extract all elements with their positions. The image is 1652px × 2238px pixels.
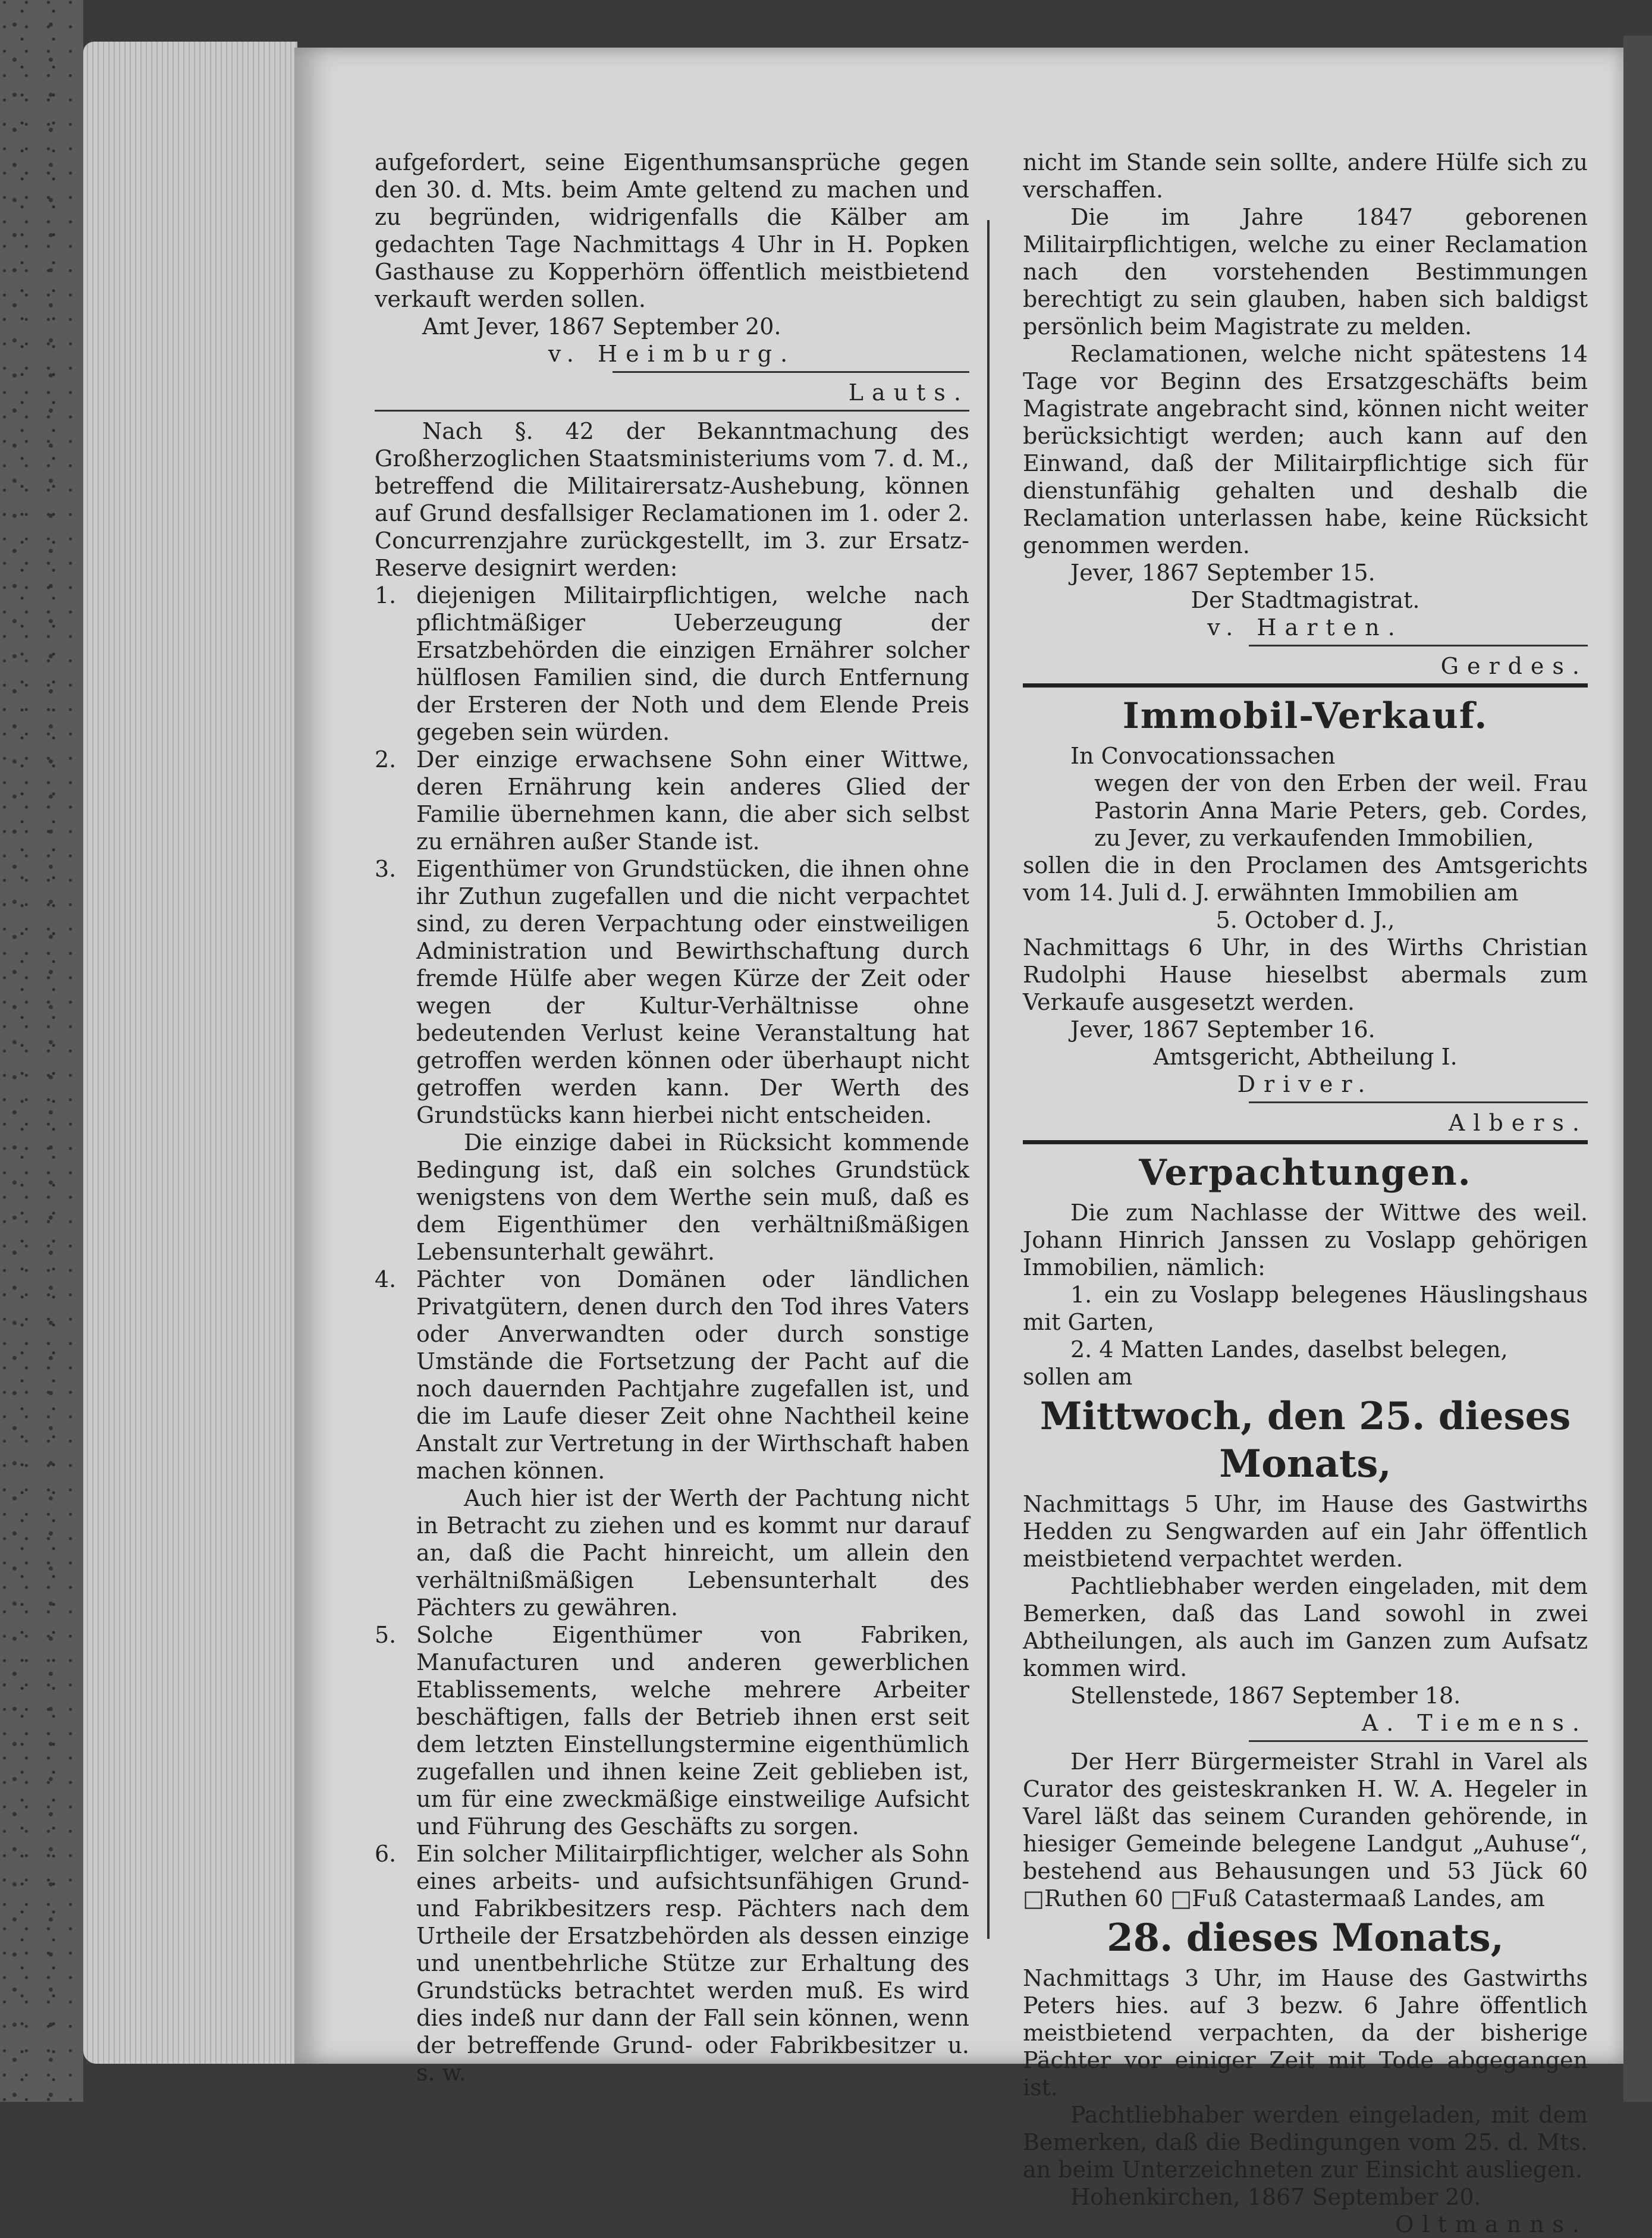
signature: v. Harten. (1207, 614, 1403, 641)
paragraph: Reclamationen, welche nicht spätestens 14 Tage vor Beginn des Ersatzgeschäfts beim Magistrate angebracht sind, können nicht weiter berücksichtigt werden; auch kann auf den Einwand, daß der Militairpflichtige sich für dienstunfähig gehalten und deshalb die Reclamation unterlassen habe, keine Rücksicht genommen werden. (1023, 341, 1588, 558)
auction-date: Mittwoch, den 25. dieses Monats, (1039, 1394, 1571, 1486)
list-item: 2. Der einzige erwachsene Sohn einer Wittwe, deren Ernährung kein anderes Glied der Familie übernehmen kann, die aber sich selbst zu ernähren außer Stande ist. (375, 746, 969, 855)
paragraph: sollen die in den Proclamen des Amtsgerichts vom 14. Juli d. J. erwähnten Immobilien am (1023, 852, 1588, 906)
page-stack (83, 42, 297, 2064)
paragraph: Pachtliebhaber werden eingeladen, mit dem Bemerken, daß die Bedingungen vom 25. d. Mts. an beim Unterzeichneten zur Einsicht ausliegen. (1023, 2102, 1588, 2183)
paragraph: In Convocationssachen (1070, 743, 1336, 769)
signature: v. Heimburg. (548, 341, 796, 367)
divider (1249, 645, 1588, 646)
clerk-signature: Lauts. (848, 379, 969, 406)
left-column (375, 149, 969, 2086)
place-date: Hohenkirchen, 1867 September 20. (1070, 2184, 1481, 2210)
clerk-signature: Gerdes. (1440, 653, 1588, 679)
section-divider (375, 410, 969, 412)
divider (1249, 1101, 1588, 1103)
paragraph: Die zum Nachlasse der Wittwe des weil. Johann Hinrich Janssen zu Voslapp gehörigen Immobilien, nämlich: (1023, 1200, 1588, 1280)
office: Amtsgericht, Abtheilung I. (1153, 1044, 1458, 1070)
place-date: Stellenstede, 1867 September 18. (1070, 1683, 1461, 1709)
list-item: 6. Ein solcher Militairpflichtiger, welcher als Sohn eines arbeits- und aufsichtsunfähigen Grund- und Fabrikbesitzers resp. Pächters nach dem Urtheile der Ersatzbehörden als dessen einzige und unentbehrliche Stütze zur Erhaltung des Grundstücks betrachtet werden muß. Es wird dies indeß nur dann der Fall sein können, wenn der betreffende Grund- oder Fabrikbesitzer u. s. w. (375, 1841, 969, 2086)
reclamation-intro: Nach §. 42 der Bekanntmachung des Großherzoglichen Staatsministeriums vom 7. d. M., betreffend die Militairersatz-Aushebung, können auf Grund desfallsiger Reclamationen im 1. oder 2. Concurrenzjahre zurückgestellt, im 3. zur Ersatz-Reserve designirt werden: (375, 418, 969, 581)
list-item: 1. ein zu Voslapp belegenes Häuslingshaus mit Garten, (1023, 1282, 1588, 1335)
list-item: 3. Eigenthümer von Grundstücken, die ihnen ohne ihr Zuthun zugefallen und die nicht verpachtet sind, zu deren Verpachtung oder einstweiligen Administration und Bewirthschaftung durch fremde Hülfe aber wegen Kürze der Zeit oder wegen der Kultur-Verhältnisse ohne bedeutenden Verlust keine Veranstaltung hat getroffen werden können oder überhaupt nicht getroffen werden kann. Der Werth des Grundstücks kann hierbei nicht entscheiden. (375, 856, 969, 1128)
list-item: 2. 4 Matten Landes, daselbst belegen, (1070, 1336, 1508, 1363)
heading-verpachtungen: Verpachtungen. (1139, 1152, 1472, 1194)
list-item-extra: Auch hier ist der Werth der Pachtung nicht in Betracht zu ziehen und es kommt nur darauf an, daß die Pacht hinreicht, um allein den verhältnißmäßigen Lebensunterhalt des Pächters zu gewähren. (416, 1485, 969, 1621)
paragraph: Nachmittags 6 Uhr, in des Wirths Christian Rudolphi Hause hieselbst abermals zum Verkaufe ausgesetzt werden. (1023, 934, 1588, 1015)
book-edge-left (0, 0, 83, 2102)
list-item: 5. Solche Eigenthümer von Fabriken, Manufacturen und anderen gewerblichen Etablissements, welche mehrere Arbeiter beschäftigen, falls der Betrieb ihnen erst seit dem letzten Einstellungstermine eigenthümlich zugefallen und ihnen keine Zeit geblieben ist, um für eine zweckmäßige einstweilige Aufsicht und Führung des Geschäfts zu sorgen. (375, 1622, 969, 1840)
clerk-signature: Albers. (1448, 1110, 1588, 1136)
place-date: Jever, 1867 September 15. (1070, 560, 1375, 586)
right-column (1023, 149, 1588, 2238)
book-edge-right (1623, 36, 1652, 2102)
paragraph: Der Herr Bürgermeister Strahl in Varel als Curator des geisteskranken H. W. A. Hegeler in Varel läßt das seinem Curanden gehörende, in hiesiger Gemeinde belegene Landgut „Auhuse“, bestehend aus Behausungen und 53 Jück 60 □Ruthen 60 □Fuß Catastermaaß Landes, am (1023, 1749, 1588, 1911)
paragraph: Nachmittags 5 Uhr, im Hause des Gastwirths Hedden zu Sengwarden auf ein Jahr öffentlich meistbietend verpachtet werden. (1023, 1491, 1588, 1572)
heading-immobil-verkauf: Immobil-Verkauf. (1122, 695, 1488, 737)
list-item-extra: Die einzige dabei in Rücksicht kommende Bedingung ist, daß ein solches Grundstück wenigstens von dem Werthe sein muß, daß es dem Eigenthümer den verhältnißmäßigen Lebensunterhalt gewährt. (416, 1129, 969, 1265)
signature: Driver. (1237, 1071, 1374, 1097)
signature: Oltmanns. (1395, 2211, 1588, 2237)
auction-date: 28. dieses Monats, (1107, 1916, 1504, 1960)
paragraph: Nachmittags 3 Uhr, im Hause des Gastwirths Peters hies. auf 3 bezw. 6 Jahre öffentlich meistbietend verpachten, da der bisherige Pächter vor einiger Zeit mit Tode abgegangen ist. (1023, 1965, 1588, 2101)
list-item: 1. diejenigen Militairpflichtigen, welche nach pflichtmäßiger Ueberzeugung der Ersatzbehörden die einzigen Ernährer solcher hülflosen Familien sind, die durch Entfernung der Ersteren der Noth und dem Elende Preis gegeben sein würden. (375, 582, 969, 745)
place-date: Jever, 1867 September 16. (1070, 1016, 1375, 1043)
divider (613, 371, 969, 373)
paragraph: Pachtliebhaber werden eingeladen, mit dem Bemerken, daß das Land sowohl in zwei Abtheilungen, als auch im Ganzen zum Aufsatz kommen wird. (1023, 1573, 1588, 1681)
divider (1249, 1740, 1588, 1742)
list-item: 4. Pächter von Domänen oder ländlichen Privatgütern, denen durch den Tod ihres Vaters oder Anverwandten oder durch sonstige Umstände die Fortsetzung der Pacht auf die noch dauernden Pachtjahre zugefallen ist, und die im Laufe dieser Zeit ohne Nachtheil keine Anstalt zur Vertretung in der Wirthschaft haben machen können. (375, 1266, 969, 1484)
paragraph: wegen der von den Erben der weil. Frau Pastorin Anna Marie Peters, geb. Cordes, zu Jever, zu verkaufenden Immobilien, (1094, 770, 1588, 851)
paragraph: Die im Jahre 1847 geborenen Militairpflichtigen, welche zu einer Reclamation nach den vorstehenden Bestimmungen berechtigt zu sein glauben, haben sich baldigst persönlich beim Magistrate zu melden. (1023, 204, 1588, 340)
auction-date: 5. October d. J., (1216, 907, 1395, 933)
section-divider (1023, 683, 1588, 688)
paragraph: sollen am (1023, 1364, 1133, 1390)
notice-continuation: nicht im Stande sein sollte, andere Hülfe sich zu verschaffen. (1023, 149, 1588, 203)
office: Der Stadtmagistrat. (1191, 587, 1420, 613)
place-date: Amt Jever, 1867 September 20. (422, 313, 781, 340)
column-divider (987, 220, 990, 1939)
signature: A. Tiemens. (1361, 1710, 1588, 1736)
notice-continuation: aufgefordert, seine Eigenthumsansprüche gegen den 30. d. Mts. beim Amte geltend zu machen und zu begründen, widrigenfalls die Kälber am gedachten Tage Nachmittags 4 Uhr in H. Popken Gasthause zu Kopperhörn öffentlich meistbietend verkauft werden sollen. (375, 149, 969, 312)
section-divider (1023, 1140, 1588, 1144)
